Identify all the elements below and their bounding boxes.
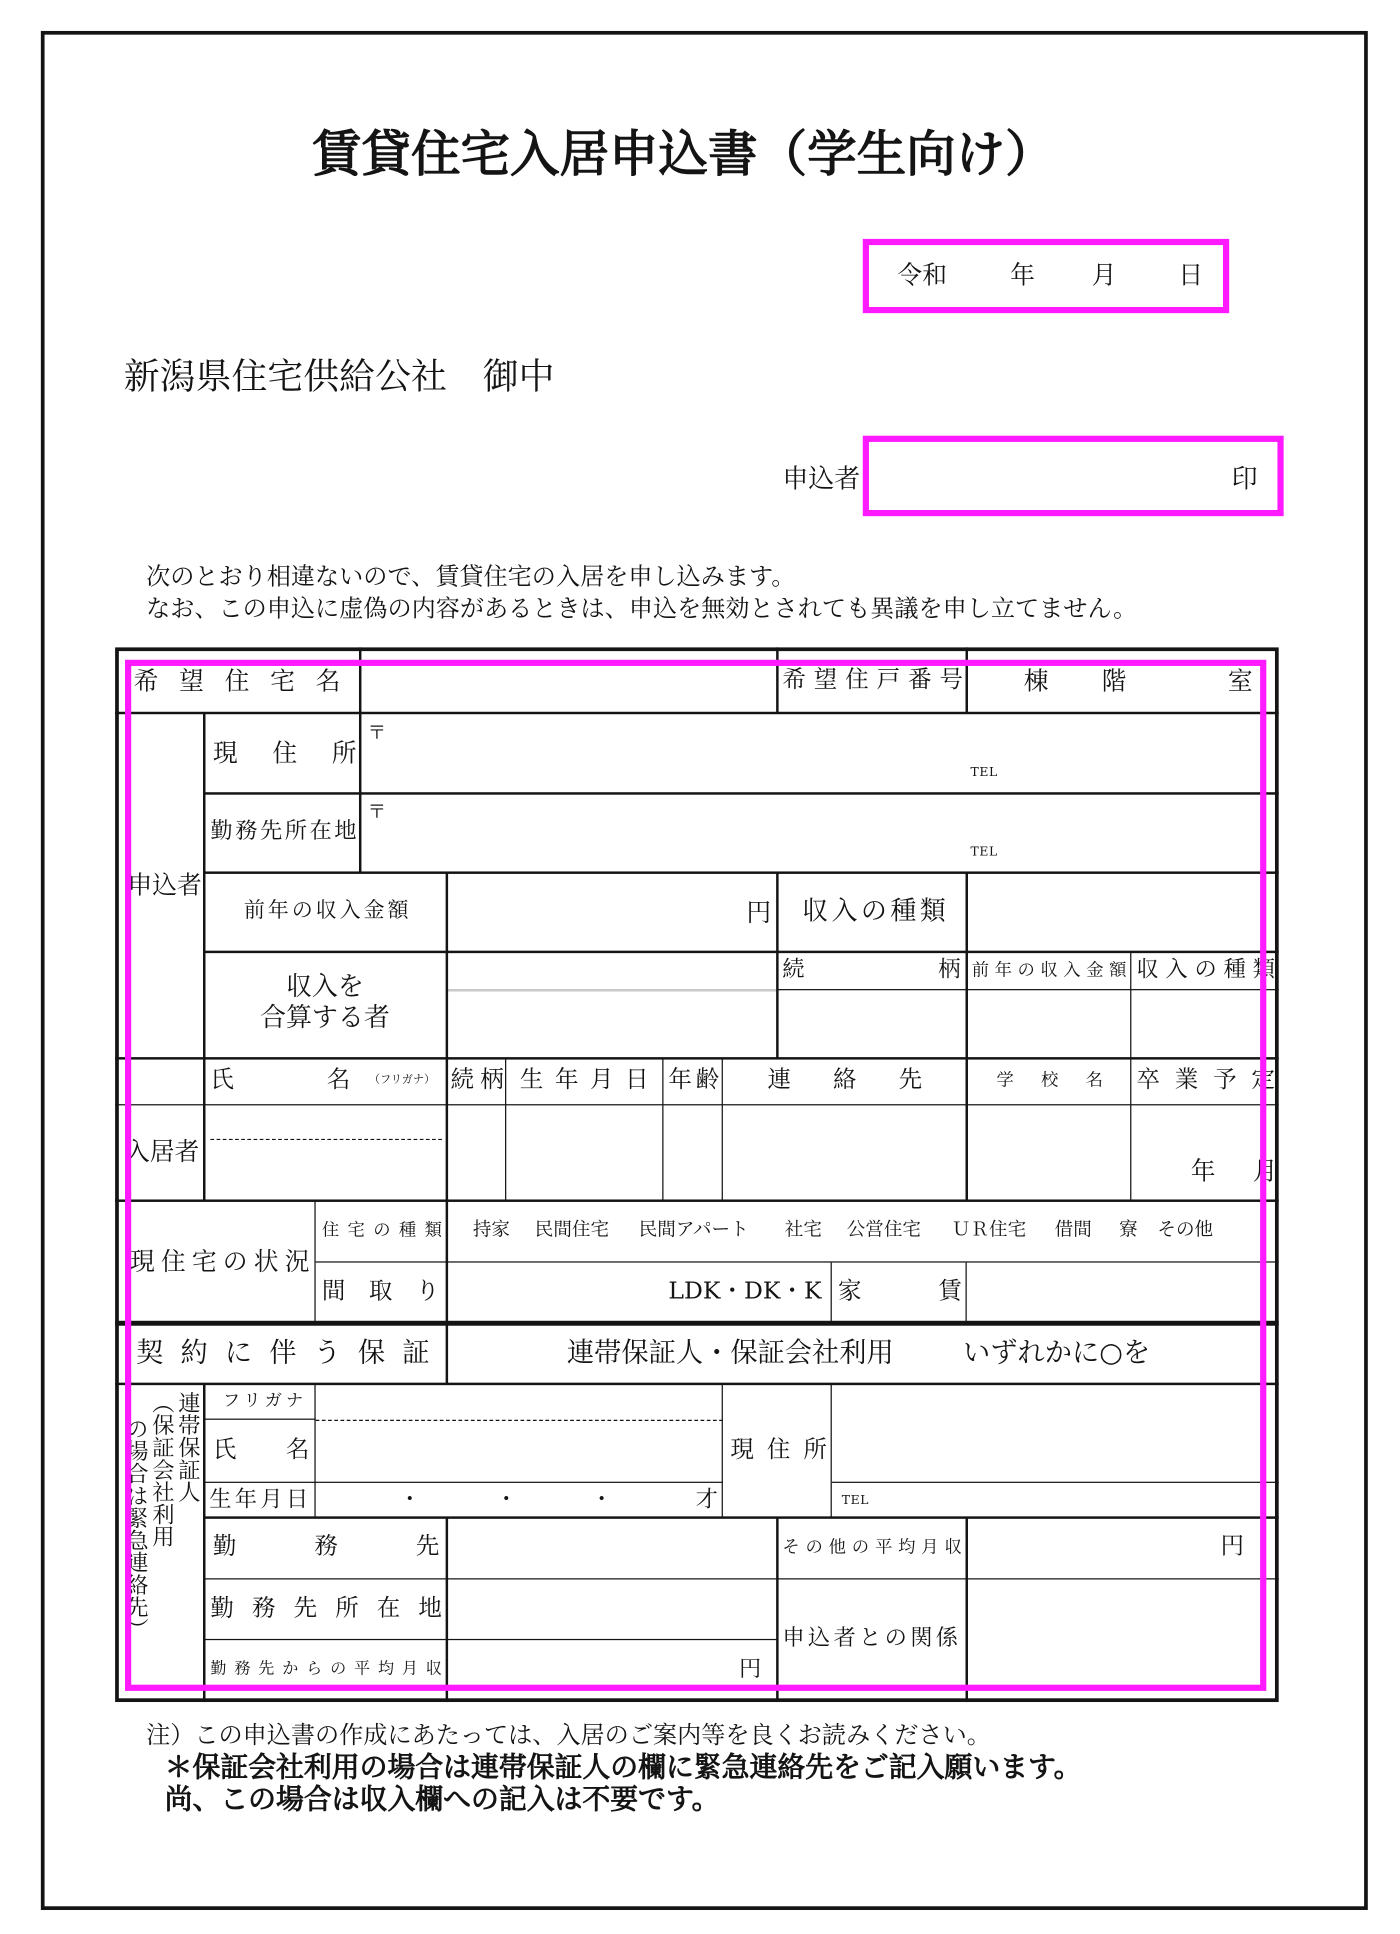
birthdate-separator: ・: [398, 1486, 421, 1513]
rent-label: 家賃: [838, 1277, 962, 1305]
desired-housing-label: 希望住宅名: [133, 665, 341, 696]
resident-graduation-header: 卒業予定: [1136, 1065, 1275, 1094]
tel-label: TEL: [970, 766, 998, 780]
housing-type-option: 社宅: [784, 1218, 822, 1241]
resident-name-header: 氏名: [210, 1065, 351, 1094]
birthdate-separator: ・: [590, 1486, 613, 1513]
combined-income-type-label: 収入の種類: [1136, 956, 1275, 983]
resident-relationship-header: 続柄: [450, 1065, 504, 1094]
postal-mark: 〒: [367, 721, 387, 744]
guarantor-side-label-line: （保証会社利用: [148, 1391, 175, 1548]
seal-mark: 印: [1231, 464, 1258, 494]
guarantor-side-label-line: の場合は緊急連絡先）: [122, 1417, 149, 1641]
combined-earner-label: 合算する者: [259, 1002, 390, 1033]
workplace-income-label: 勤務先からの平均月収: [210, 1659, 442, 1679]
guarantor-furigana-label: フリガナ: [222, 1391, 304, 1412]
postal-mark: 〒: [367, 800, 387, 824]
guarantor-name-label: 氏名: [212, 1435, 310, 1464]
date-era: 令和: [897, 259, 947, 290]
guarantor-workplace-label: 勤務先: [212, 1532, 440, 1560]
declaration-line: 次のとおり相違ないので、賃貸住宅の入居を申し込みます。: [146, 561, 796, 591]
housing-type-option: ＵＲ住宅: [951, 1218, 1027, 1241]
housing-type-option: 民間アパート: [638, 1218, 749, 1241]
building-unit: 棟: [1023, 665, 1049, 696]
combined-earner-label: 収入を: [285, 971, 364, 1002]
date-month-unit: 月: [1091, 259, 1117, 290]
resident-contact-header: 連絡先: [767, 1065, 923, 1094]
housing-type-option: その他: [1157, 1218, 1214, 1241]
combined-prior-income-label: 前年の収入金額: [971, 960, 1127, 981]
housing-type-label: 住宅の種類: [321, 1220, 442, 1241]
highlight-box-date: [863, 239, 1229, 313]
guarantor-address-label: 現住所: [730, 1435, 827, 1464]
guarantor-side-label-line: 連帯保証人: [174, 1391, 201, 1503]
guarantor-birthdate-label: 生年月日: [209, 1486, 309, 1513]
resident-side-label: 入居者: [125, 1136, 200, 1167]
form-title: 賃貸住宅入居申込書（学生向け）: [311, 126, 1055, 184]
graduation-year-unit: 年: [1190, 1156, 1216, 1186]
floor-plan-label: 間取り: [321, 1277, 440, 1305]
tel-label: TEL: [970, 845, 998, 860]
income-type-label: 収入の種類: [802, 896, 946, 926]
note-line: 注）この申込書の作成にあたっては、入居のご案内等を良くお読みください。: [146, 1720, 991, 1750]
furigana-note: （フリガナ）: [368, 1074, 436, 1087]
housing-type-option: 持家: [472, 1218, 511, 1241]
floor-plan-options: LDK・DK・K: [668, 1277, 822, 1305]
applicant-signature-label: 申込者: [782, 464, 861, 494]
housing-type-option: 借間: [1054, 1218, 1092, 1241]
date-day-unit: 日: [1178, 259, 1204, 290]
guarantor-workplace-address-label: 勤務先所在地: [210, 1594, 442, 1622]
current-address-label: 現住所: [212, 737, 357, 768]
floor-unit: 階: [1101, 665, 1127, 696]
age-unit: 才: [695, 1486, 718, 1513]
yen-unit: 円: [746, 897, 772, 928]
addressee: 新潟県住宅供給公社 御中: [123, 355, 555, 398]
housing-type-option: 民間住宅: [534, 1218, 610, 1241]
other-income-label: その他の平均月収: [782, 1537, 962, 1558]
resident-birthdate-header: 生年月日: [519, 1065, 649, 1094]
guarantee-label: 契約に伴う保証: [136, 1338, 430, 1370]
date-year-unit: 年: [1010, 259, 1035, 290]
highlight-box-applicant: [863, 436, 1284, 516]
guarantee-instruction: いずれかに○を: [963, 1338, 1151, 1370]
birthdate-separator: ・: [495, 1486, 518, 1513]
tel-label: TEL: [841, 1494, 870, 1508]
housing-type-option: 公営住宅: [846, 1218, 921, 1241]
highlight-box-table: [122, 660, 1266, 1691]
resident-school-header: 学校名: [996, 1070, 1103, 1091]
guarantee-options: 連帯保証人・保証会社利用: [566, 1338, 894, 1370]
note-line: ＊保証会社利用の場合は連帯保証人の欄に緊急連絡先をご記入願います。: [164, 1751, 1082, 1784]
declaration-line: なお、この申込に虚偽の内容があるときは、申込を無効とされても異議を申し立てません。: [146, 594, 1138, 623]
current-housing-label: 現住宅の状況: [129, 1246, 310, 1277]
graduation-month-unit: 月: [1252, 1156, 1278, 1186]
room-unit: 室: [1227, 665, 1253, 696]
relationship-label: 続柄: [782, 956, 961, 983]
workplace-address-label: 勤務先所在地: [210, 818, 357, 845]
applicant-side-label: 申込者: [127, 870, 202, 900]
desired-unit-number-label: 希望住戸番号: [782, 665, 964, 694]
yen-unit: 円: [738, 1656, 762, 1683]
resident-age-header: 年齢: [668, 1065, 720, 1094]
yen-unit: 円: [1220, 1532, 1245, 1560]
prior-income-label: 前年の収入金額: [243, 898, 409, 924]
note-line: 尚、この場合は収入欄への記入は不要です。: [164, 1783, 720, 1816]
relation-to-applicant-label: 申込者との関係: [782, 1625, 959, 1652]
housing-type-option: 寮: [1119, 1218, 1138, 1241]
